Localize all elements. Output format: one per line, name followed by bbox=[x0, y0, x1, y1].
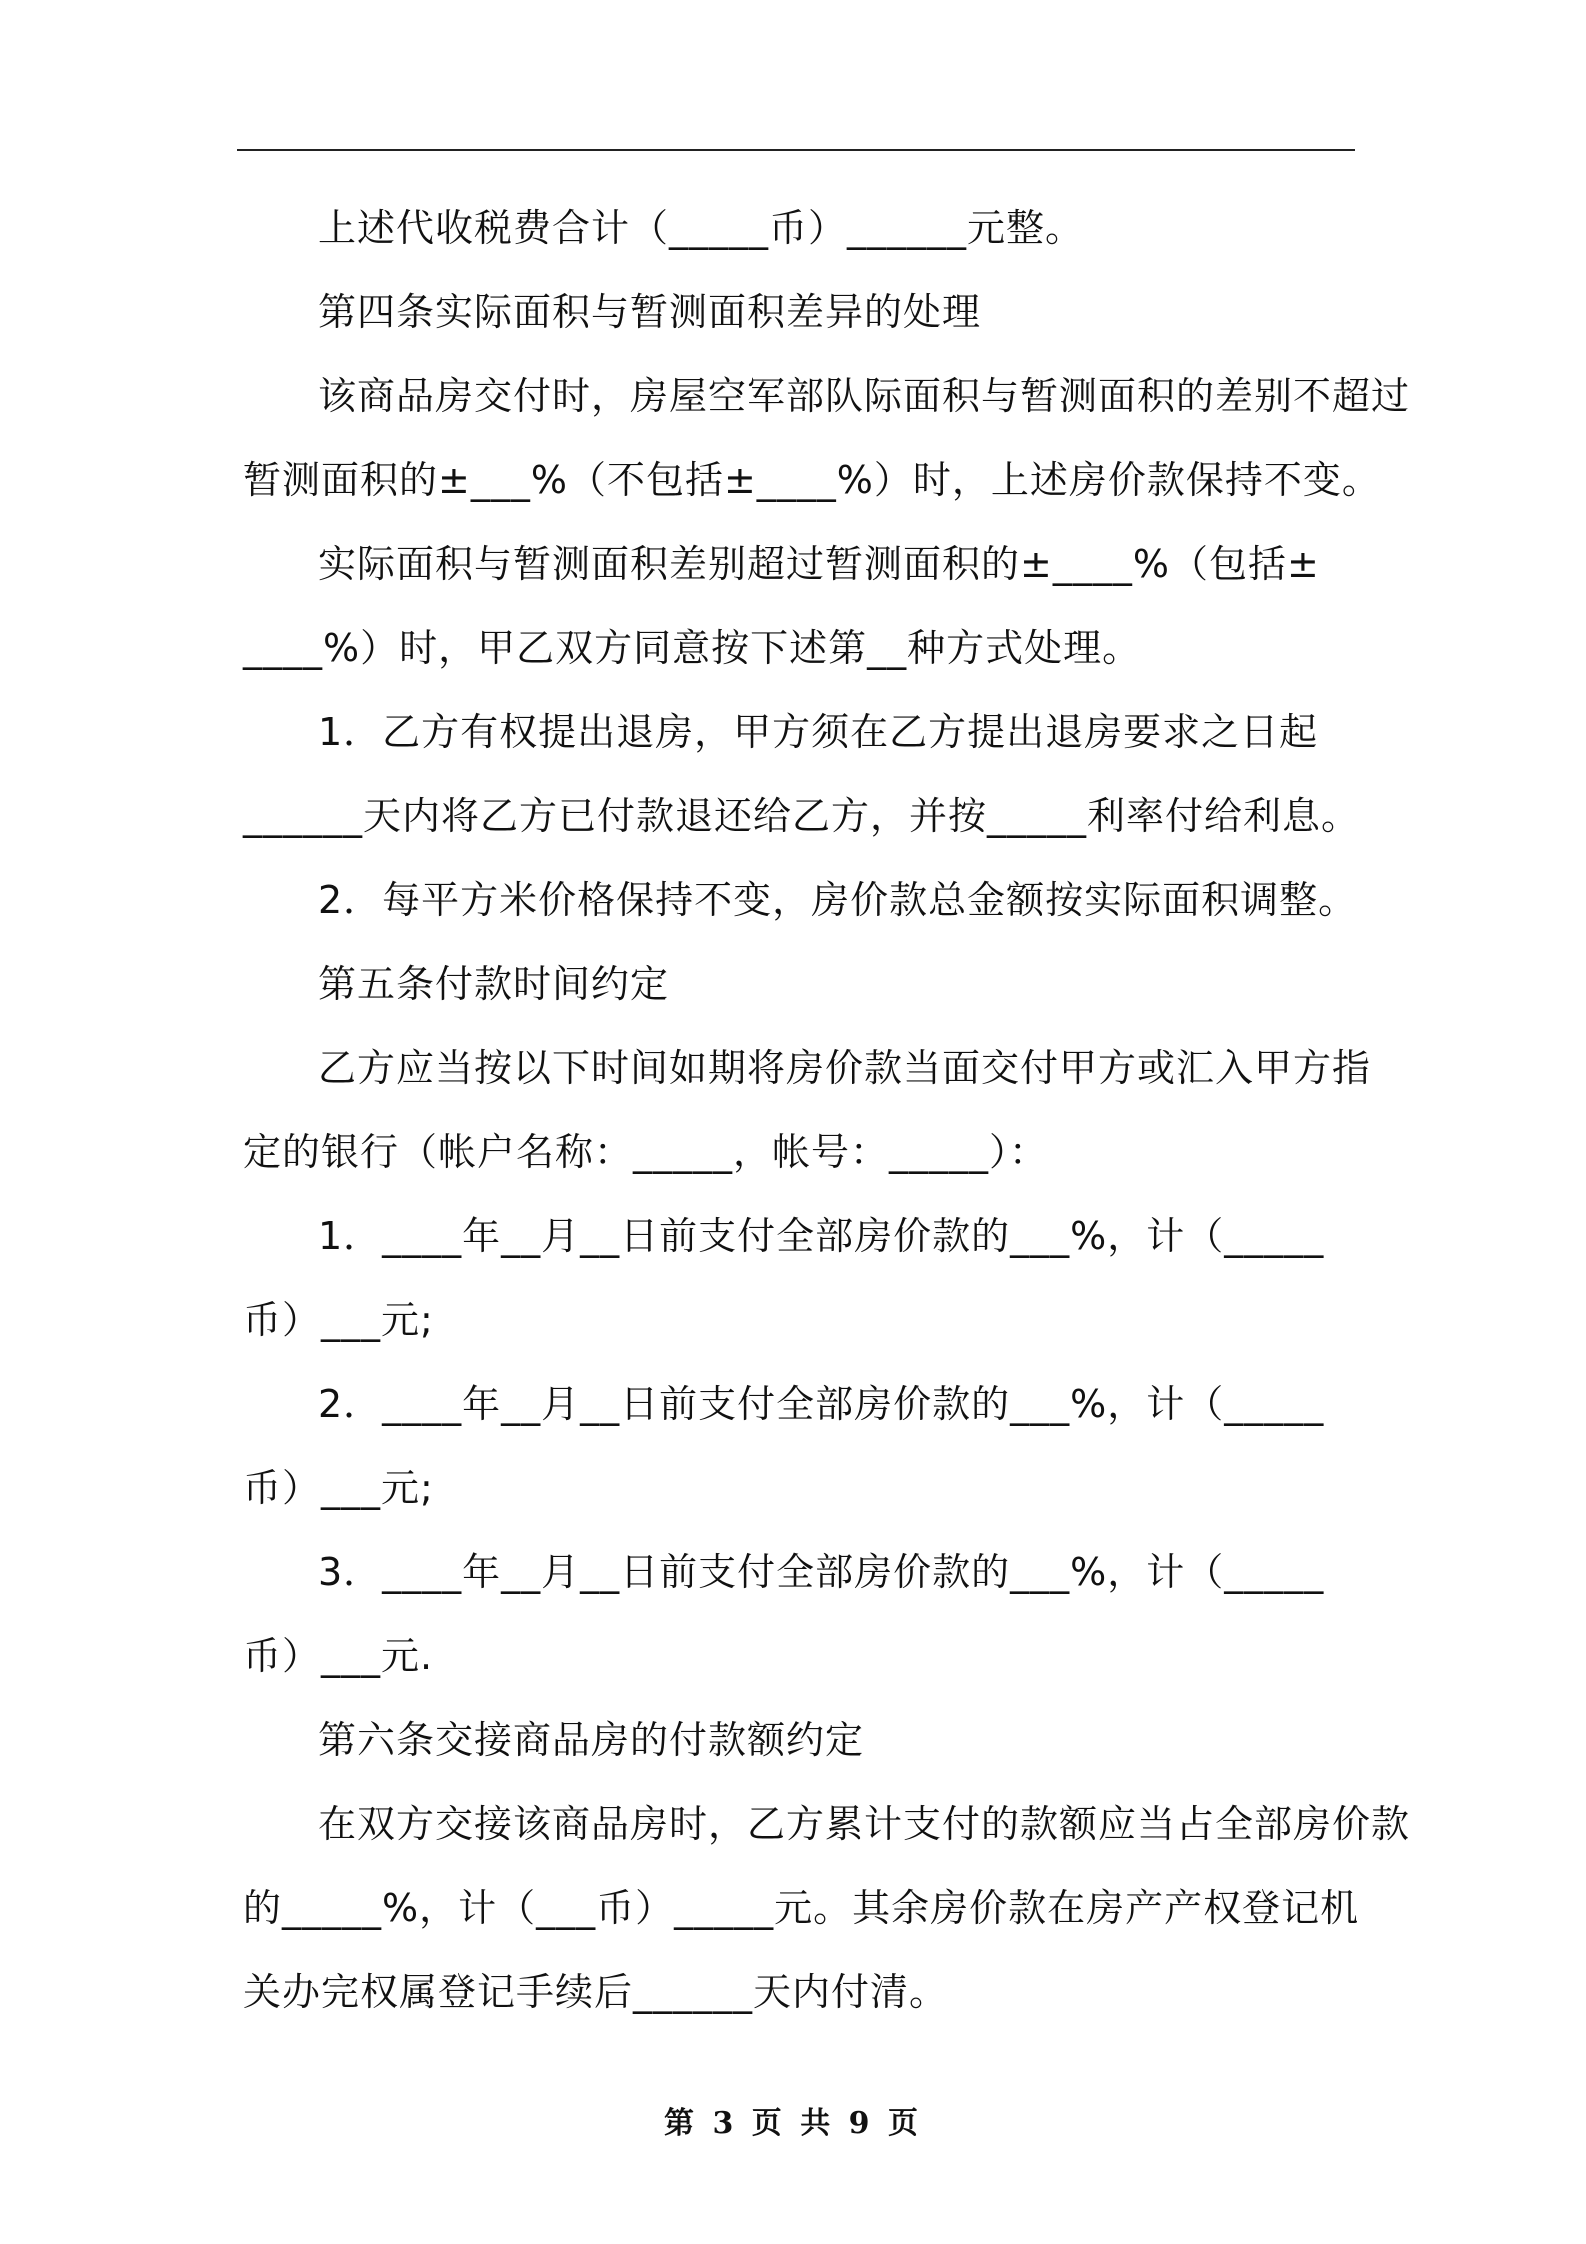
header-rule bbox=[237, 149, 1355, 151]
text-line: 上述代收税费合计（_____币）______元整。 bbox=[318, 206, 1085, 250]
text-line: 币）___元. bbox=[243, 1634, 434, 1678]
text-line: 关办完权属登记手续后______天内付清。 bbox=[243, 1970, 949, 2014]
section-heading: 第五条付款时间约定 bbox=[318, 962, 670, 1006]
page-number: 第 3 页 共 9 页 bbox=[664, 2106, 922, 2141]
text-line: 的_____%，计（___币）_____元。其余房价款在房产产权登记机 bbox=[243, 1886, 1360, 1930]
text-line: 乙方应当按以下时间如期将房价款当面交付甲方或汇入甲方指 bbox=[318, 1046, 1372, 1090]
text-line: 实际面积与暂测面积差别超过暂测面积的±____%（包括± bbox=[318, 542, 1320, 586]
text-line: 定的银行（帐户名称：_____，帐号：_____）： bbox=[243, 1130, 1049, 1174]
text-line: 该商品房交付时，房屋空军部队际面积与暂测面积的差别不超过 bbox=[318, 374, 1411, 418]
text-line: 币）___元; bbox=[243, 1466, 434, 1510]
text-line: ______天内将乙方已付款退还给乙方，并按_____利率付给利息。 bbox=[243, 794, 1361, 838]
text-line: 暂测面积的±___%（不包括±____%）时，上述房价款保持不变。 bbox=[243, 458, 1381, 502]
section-heading: 第六条交接商品房的付款额约定 bbox=[318, 1718, 865, 1762]
section-heading: 第四条实际面积与暂测面积差异的处理 bbox=[318, 290, 982, 334]
text-line: 在双方交接该商品房时，乙方累计支付的款额应当占全部房价款 bbox=[318, 1802, 1411, 1846]
text-line: ____%）时，甲乙双方同意按下述第__种方式处理。 bbox=[243, 626, 1142, 670]
text-line: 2．每平方米价格保持不变，房价款总金额按实际面积调整。 bbox=[318, 878, 1358, 922]
text-line: 2．____年__月__日前支付全部房价款的___%，计（_____ bbox=[318, 1382, 1325, 1426]
text-line: 3．____年__月__日前支付全部房价款的___%，计（_____ bbox=[318, 1550, 1325, 1594]
text-line: 1．____年__月__日前支付全部房价款的___%，计（_____ bbox=[318, 1214, 1325, 1258]
text-line: 币）___元; bbox=[243, 1298, 434, 1342]
text-line: 1．乙方有权提出退房，甲方须在乙方提出退房要求之日起 bbox=[318, 710, 1319, 754]
